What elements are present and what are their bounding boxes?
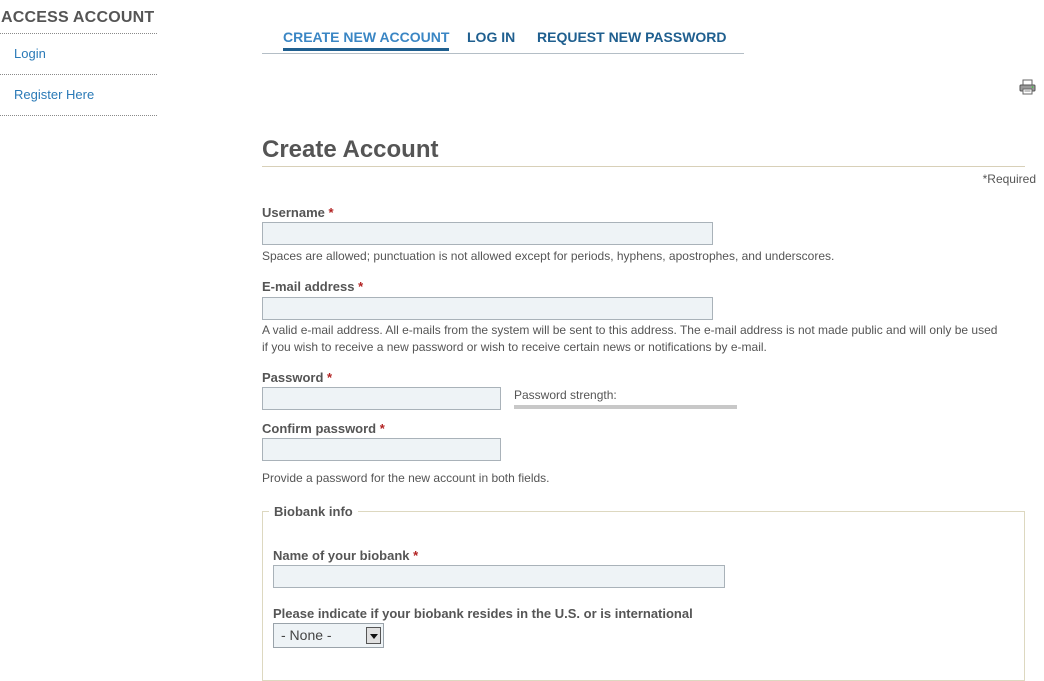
biobank-name-label-text: Name of your biobank [273,548,410,563]
password-input[interactable] [262,387,501,410]
login-link[interactable]: Login [14,46,46,61]
username-label [262,205,334,220]
required-asterisk: * [328,205,334,220]
sidebar [0,0,157,116]
confirm-password-description: Provide a password for the new account in both fields. [262,471,550,485]
biobank-fieldset [262,511,1025,681]
username-label-text: Username [262,205,325,220]
tab-request-new-password[interactable]: REQUEST NEW PASSWORD [537,29,727,45]
email-label [262,279,363,294]
account-tabs [262,29,744,54]
biobank-legend: Biobank info [269,504,358,519]
email-label-text: E-mail address [262,279,355,294]
biobank-name-label [273,548,418,563]
confirm-password-label [262,421,385,436]
required-asterisk: * [327,370,333,385]
required-note: *Required [982,172,1036,186]
tab-create-new-account[interactable]: CREATE NEW ACCOUNT [283,29,449,51]
biobank-name-input[interactable] [273,565,725,588]
biobank-location-label: Please indicate if your biobank resides in the U.S. or is international [273,606,693,621]
register-link[interactable]: Register Here [14,87,95,102]
email-description-line2: if you wish to receive a new password or wish to receive certain news or notifications by e-mail. [262,340,767,354]
password-label-text: Password [262,370,324,385]
chevron-down-icon[interactable] [366,627,381,644]
required-asterisk: * [413,548,419,563]
sidebar-item-register[interactable] [0,75,157,116]
tab-log-in[interactable]: LOG IN [467,29,516,45]
password-label [262,370,332,385]
sidebar-menu [0,34,157,116]
username-input[interactable] [262,222,713,245]
sidebar-item-login[interactable] [0,34,157,75]
username-description: Spaces are allowed; punctuation is not allowed except for periods, hyphens, apostrophes, and underscores. [262,249,835,263]
password-strength-label: Password strength: [514,388,617,402]
password-strength-bar [514,405,737,409]
page-title: Create Account [262,136,1025,167]
confirm-password-label-text: Confirm password [262,421,377,436]
required-asterisk: * [379,421,385,436]
required-asterisk: * [358,279,364,294]
biobank-location-select[interactable] [273,623,384,648]
email-input[interactable] [262,297,713,320]
confirm-password-input[interactable] [262,438,501,461]
sidebar-title: ACCESS ACCOUNT [0,0,157,34]
email-description-line1: A valid e-mail address. All e-mails from the system will be sent to this address. The e-mail address is not made public and will only be used [262,323,998,337]
printer-icon[interactable] [1019,79,1036,95]
biobank-location-selected: - None - [281,627,332,643]
